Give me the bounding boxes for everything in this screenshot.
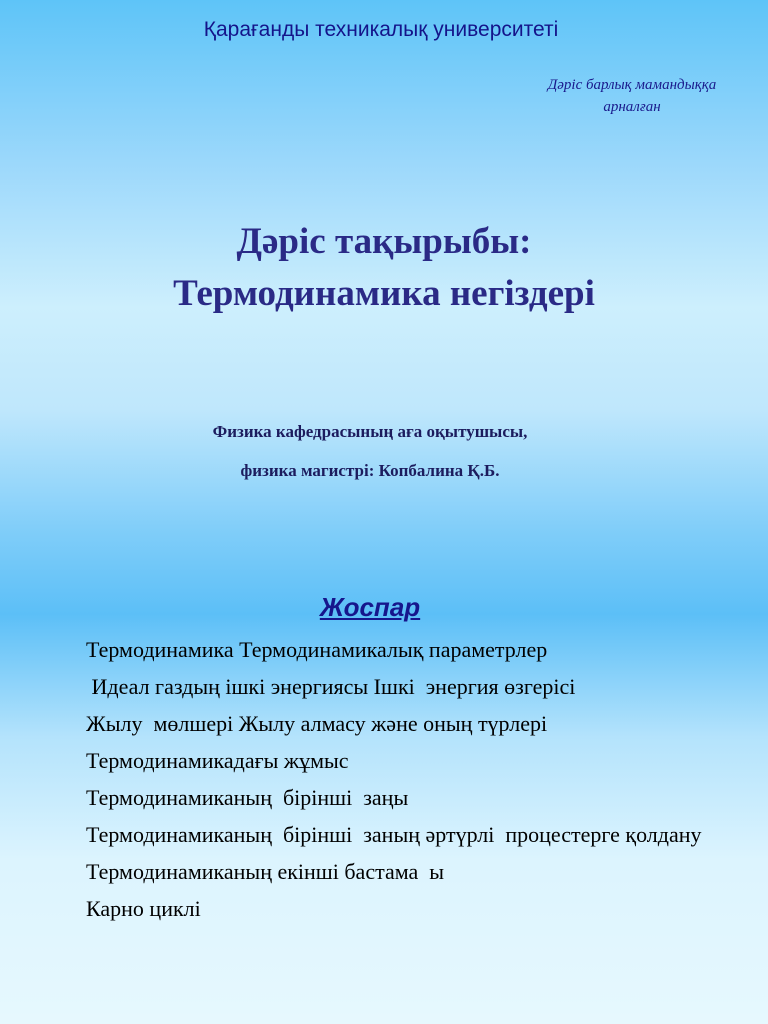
audience-note-line1: Дәріс барлық мамандыққа — [547, 77, 717, 93]
author-position: Физика кафедрасының аға оқытушысы, — [212, 422, 528, 441]
plan-item: Идеал газдың ішкі энергиясы Ішкі энергия өзгерісі — [86, 674, 576, 699]
audience-note — [532, 74, 732, 118]
plan-item: Термодинамиканың бірінші заңы — [86, 785, 409, 810]
topic-title: Термодинамика негіздері — [173, 273, 595, 314]
plan-item: Жылу мөлшері Жылу алмасу және оның түрлері — [86, 711, 548, 736]
university-name: Қарағанды техникалық университеті — [203, 18, 559, 41]
plan-list — [86, 637, 726, 933]
lecture-topic — [0, 216, 768, 320]
plan-item: Карно циклі — [86, 896, 201, 921]
plan-item: Термодинамиканың бірінші заның әртүрлі процестерге қолдану — [86, 822, 702, 847]
plan-item: Термодинамика Термодинамикалық параметрлер — [86, 637, 548, 662]
author-name: физика магистрі: Копбалина Қ.Б. — [240, 461, 500, 480]
plan-heading: Жоспар — [319, 592, 421, 622]
audience-note-line2: арналған — [603, 99, 661, 115]
plan-item: Термодинамикадағы жұмыс — [86, 748, 349, 773]
topic-label: Дәріс тақырыбы: — [236, 221, 532, 262]
plan-item: Термодинамиканың екінші бастама ы — [86, 859, 445, 884]
